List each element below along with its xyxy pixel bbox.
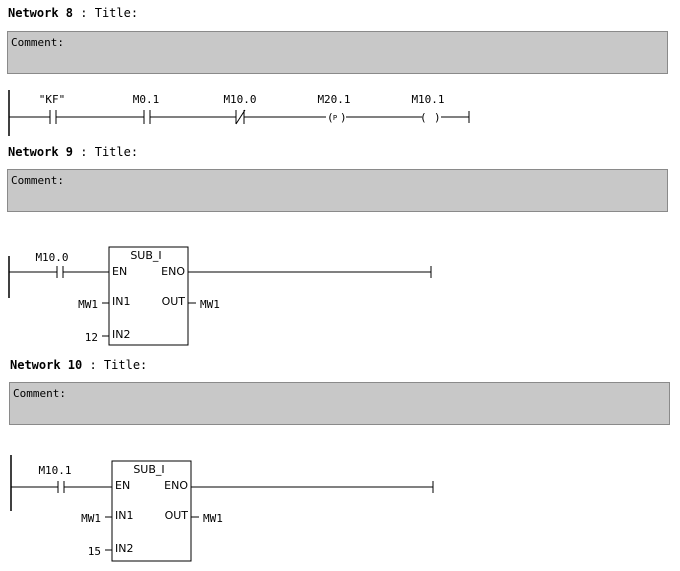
block-en-pin: EN (112, 265, 128, 278)
block-in2-pin: IN2 (115, 542, 134, 555)
contact-m10-0-address: M10.0 (223, 93, 257, 106)
coil-left-paren: ( (420, 111, 427, 124)
contact-m0-1-address: M0.1 (132, 93, 160, 106)
contact-m10-0[interactable] (35, 251, 68, 278)
block-out-pin: OUT (161, 295, 185, 308)
block-name: SUB_I (133, 463, 165, 476)
network-10-label: Network 10 (10, 358, 83, 372)
block-in2-pin: IN2 (112, 328, 131, 341)
network-9-title[interactable]: : Title: (80, 145, 139, 159)
block-eno-pin: ENO (164, 479, 188, 492)
contact-kf-address: "KF" (38, 93, 66, 106)
network-9-rung (0, 238, 680, 348)
contact-m10-0-nc[interactable] (223, 93, 256, 124)
block-in1-pin: IN1 (112, 295, 131, 308)
network-8-label: Network 8 (8, 6, 74, 20)
in1-operand[interactable]: MW1 (78, 298, 98, 311)
network-10-rung (0, 451, 680, 565)
out-operand[interactable]: MW1 (203, 512, 223, 525)
in1-operand[interactable]: MW1 (81, 512, 101, 525)
network-10-comment-box[interactable] (9, 382, 670, 425)
edge-m20-1-address: M20.1 (317, 93, 351, 106)
network-8-comment-box[interactable] (7, 31, 668, 74)
block-en-pin: EN (115, 479, 131, 492)
network-8-header (8, 6, 138, 20)
in2-operand[interactable]: 15 (87, 545, 101, 558)
edge-p-symbol: P (332, 114, 338, 122)
block-out-pin: OUT (164, 509, 188, 522)
network-8-comment-label: Comment: (11, 36, 64, 49)
network-9-label: Network 9 (8, 145, 74, 159)
contact-m0-1[interactable] (133, 93, 160, 124)
block-in1-pin: IN1 (115, 509, 134, 522)
coil-m10-1-address: M10.1 (411, 93, 445, 106)
in2-operand[interactable]: 12 (84, 331, 98, 344)
edge-left-paren: ( (327, 111, 334, 124)
network-9-comment-box[interactable] (7, 169, 668, 212)
coil-right-paren: ) (434, 111, 441, 124)
network-9-comment-label: Comment: (11, 174, 64, 187)
out-operand[interactable]: MW1 (200, 298, 220, 311)
network-10-title[interactable]: : Title: (89, 358, 148, 372)
network-8-rung (0, 88, 680, 140)
block-name: SUB_I (130, 249, 162, 262)
coil-m10-1[interactable] (411, 93, 444, 124)
contact-m10-1-address: M10.1 (38, 464, 72, 477)
network-10-header (10, 358, 147, 372)
positive-edge-m20-1[interactable] (317, 93, 350, 124)
edge-right-paren: ) (340, 111, 347, 124)
contact-m10-1[interactable] (38, 464, 71, 493)
contact-m10-0-address: M10.0 (35, 251, 69, 264)
block-eno-pin: ENO (161, 265, 185, 278)
contact-kf[interactable] (39, 93, 66, 124)
network-8-title[interactable]: : Title: (80, 6, 139, 20)
sub-i-block[interactable] (112, 461, 191, 561)
network-10-comment-label: Comment: (13, 387, 66, 400)
sub-i-block[interactable] (109, 247, 188, 345)
network-9-header (8, 145, 138, 159)
